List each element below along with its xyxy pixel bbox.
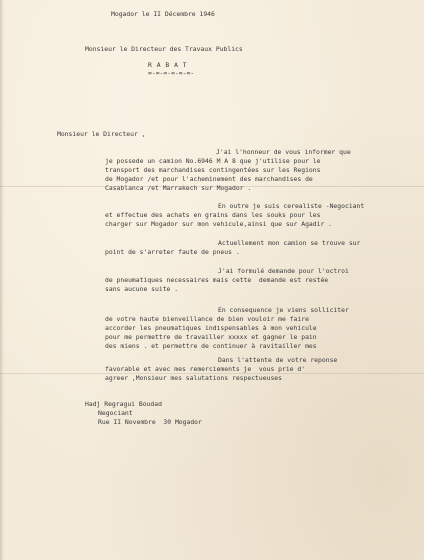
paragraph-2-line-1: En outre je suis cerealiste -Negociant (218, 202, 365, 210)
paragraph-4-line-1: J'ai formulé demande pour l'octroi (218, 267, 349, 275)
city-underline: =-=-=-=-=-=- (148, 69, 195, 77)
signature-name: Hadj Regragui Boudad (85, 400, 162, 408)
paragraph-1-line-3: transport des marchandises contingentées sur les Regions (105, 166, 321, 174)
signature-profession: Negociant (98, 409, 133, 417)
paragraph-4-line-2: de pneumatiques necessaires mais cette demande est restée (105, 276, 329, 284)
paragraph-5-line-1: En consequence je viens solliciter (218, 306, 349, 314)
paragraph-2-line-2: et effectue des achats en grains dans les souks pour les (105, 211, 321, 219)
addressee-title: Monsieur le Directeur des Travaux Publics (85, 45, 243, 53)
paragraph-5-line-4: pour me permettre de travailler xxxxx et gagner le pain (105, 333, 317, 341)
signature-address: Rue II Novembre 30 Mogador (98, 418, 202, 426)
paragraph-2-line-3: charger sur Mogador sur mon vehicule,ainsi que sur Agadir . (105, 220, 333, 228)
paragraph-1-line-5: Casablanca /et Marrakech sur Mogador . (105, 184, 252, 192)
paragraph-5-line-5: des miens . et permettre de continuer à ravitailler mes (105, 342, 317, 350)
date-line: Mogador le II Décembre 1946 (111, 10, 215, 18)
paragraph-1-line-4: de Mogador /et pour l'acheminement des marchandises de (105, 175, 313, 183)
paper-edge-shadow (0, 0, 4, 560)
paragraph-1-line-1: J'ai l'honneur de vous informer que (216, 148, 351, 156)
paragraph-3-line-1: Actuellement mon camion se trouve sur (218, 239, 361, 247)
addressee-city: R A B A T (148, 61, 188, 69)
paragraph-5-line-3: accorder les pneumatiques indispensables à mon vehicule (105, 324, 317, 332)
paragraph-6-line-3: agreer ,Monsieur mes salutations respectueuses (105, 374, 282, 382)
paragraph-6-line-2: favorable et avec mes remerciements je vous prie d' (105, 365, 306, 373)
paragraph-3-line-2: point de s'arreter faute de pneus . (105, 248, 240, 256)
salutation: Monsieur le Directeur , (57, 130, 146, 138)
paragraph-5-line-2: de votre haute bienveillance de bien vouloir me faire (105, 315, 309, 323)
paragraph-1-line-2: je possede un camion No.6946 M A 8 que j'utilise pour le (105, 157, 321, 165)
paragraph-6-line-1: Dans l'attente de votre reponse (218, 356, 338, 364)
paragraph-4-line-3: sans aucune suite . (105, 285, 179, 293)
